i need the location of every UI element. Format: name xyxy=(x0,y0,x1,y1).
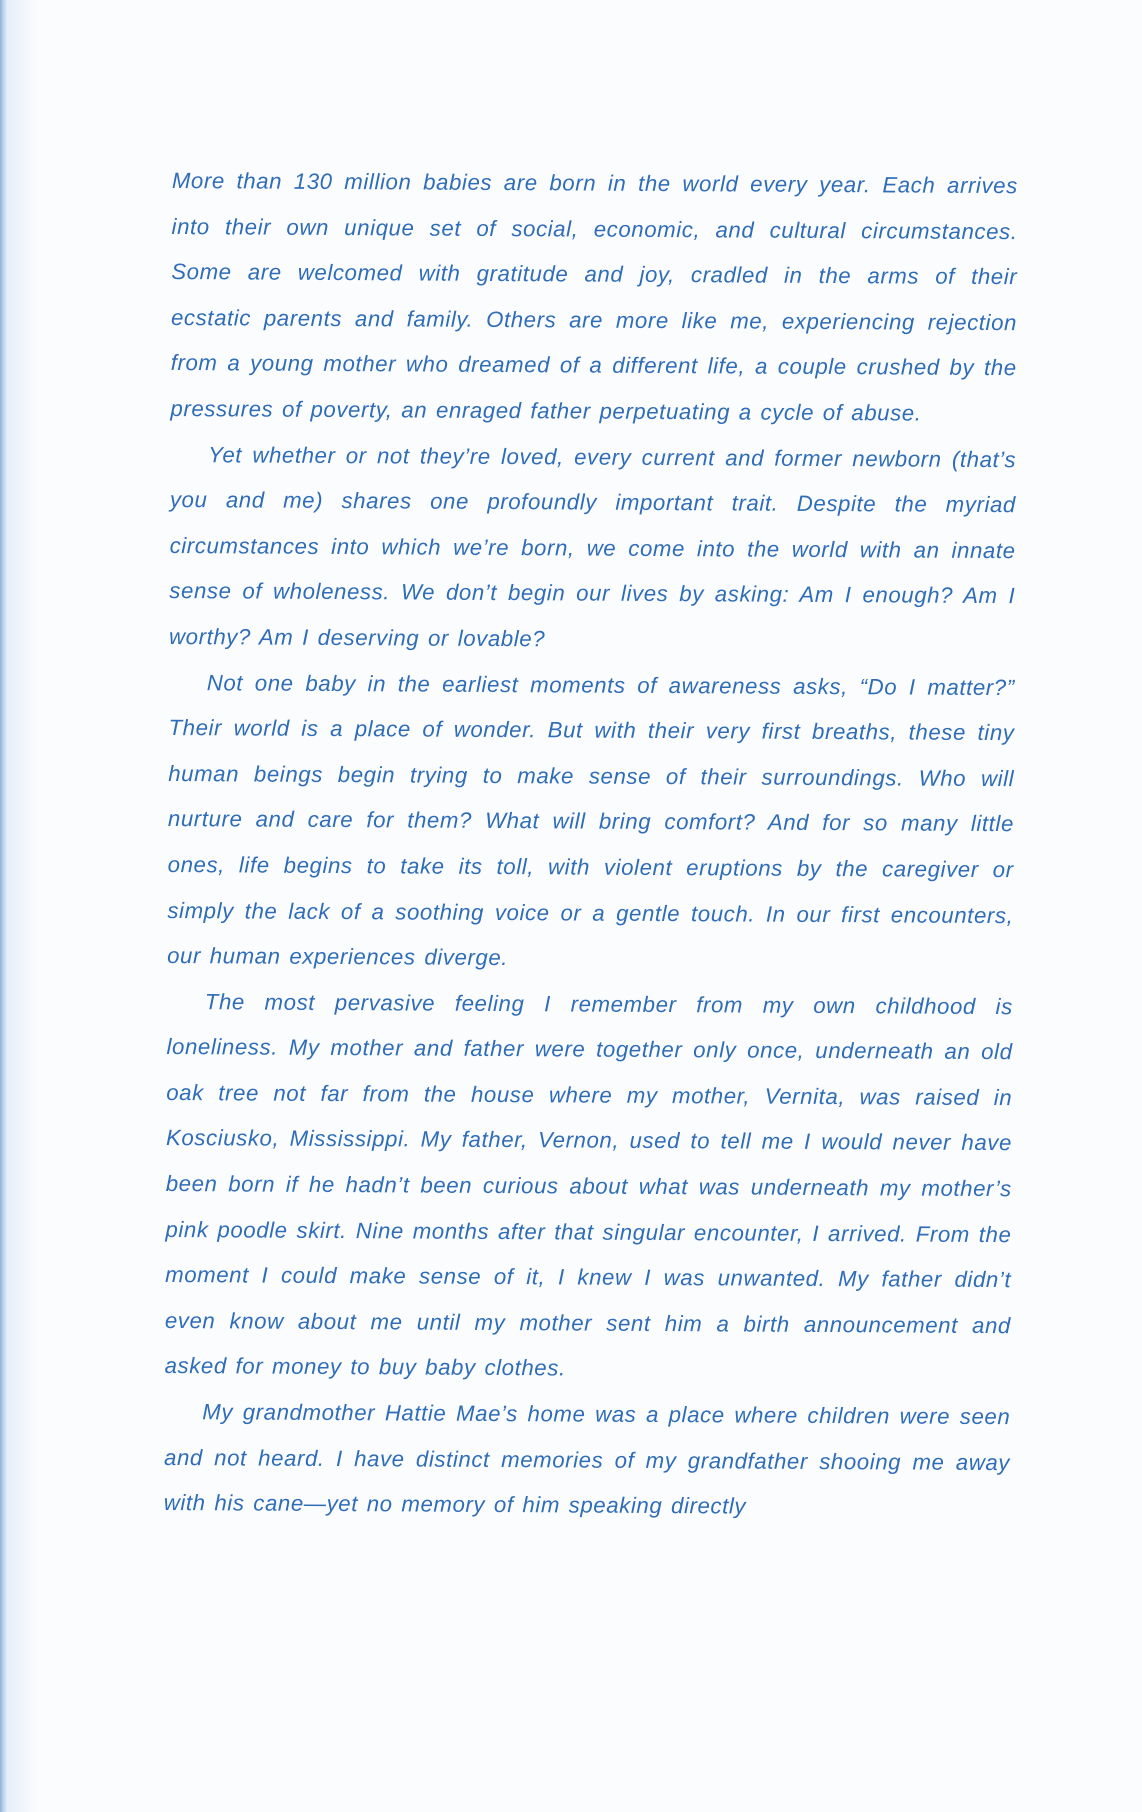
paragraph-5: My grandmother Hattie Mae’s home was a place where children were seen and not heard. I have distinct memories of my grandfather shooing me away with his cane—yet no memory of him speaking directly xyxy=(163,1399,1011,1519)
paragraph-4: The most pervasive feeling I remember from my own childhood is loneliness. My mother and father were together only once, underneath an old oak tree not far from the house where my mother, Vernita, was raised in Kosciusko, Mississippi. My father, Vernon, used to tell me I would never have been born if he hadn’t been curious about what was underneath my mother’s pink poodle skirt. Nine months after that singular encounter, I arrived. From the moment I could make sense of it, I knew I was unwanted. My father didn’t even know about me until my mother sent him a birth announcement and asked for money to buy baby clothes. xyxy=(164,988,1013,1381)
page-binding-edge xyxy=(0,0,7,1812)
body-text xyxy=(164,158,1018,1531)
page-gutter-shadow xyxy=(7,0,37,1812)
paragraph-3: Not one baby in the earliest moments of awareness asks, “Do I matter?” Their world is a place of wonder. But with their very first breaths, these tiny human beings begin trying to make sense of their surroundings. Who will nurture and care for them? What will bring comfort? And for so many little ones, life begins to take its toll, with violent eruptions by the caregiver or simply the lack of a soothing voice or a gentle touch. In our first encounters, our human experiences diverge. xyxy=(167,669,1015,971)
paragraph-2: Yet whether or not they’re loved, every current and former newborn (that’s you and me) shares one profoundly important trait. Despite the myriad circumstances into which we’re born, we come into the world with an innate sense of wholeness. We don’t begin our lives by asking: Am I enough? Am I worthy? Am I deserving or lovable? xyxy=(169,441,1017,652)
paragraph-1: More than 130 million babies are born in the world every year. Each arrives into their own unique set of social, economic, and cultural circumstances. Some are welcomed with gratitude and joy, cradled in the arms of their ecstatic parents and family. Others are more like me, experiencing rejection from a young mother who dreamed of a different life, a couple crushed by the pressures of poverty, an enraged father perpetuating a cycle of abuse. xyxy=(170,167,1018,426)
